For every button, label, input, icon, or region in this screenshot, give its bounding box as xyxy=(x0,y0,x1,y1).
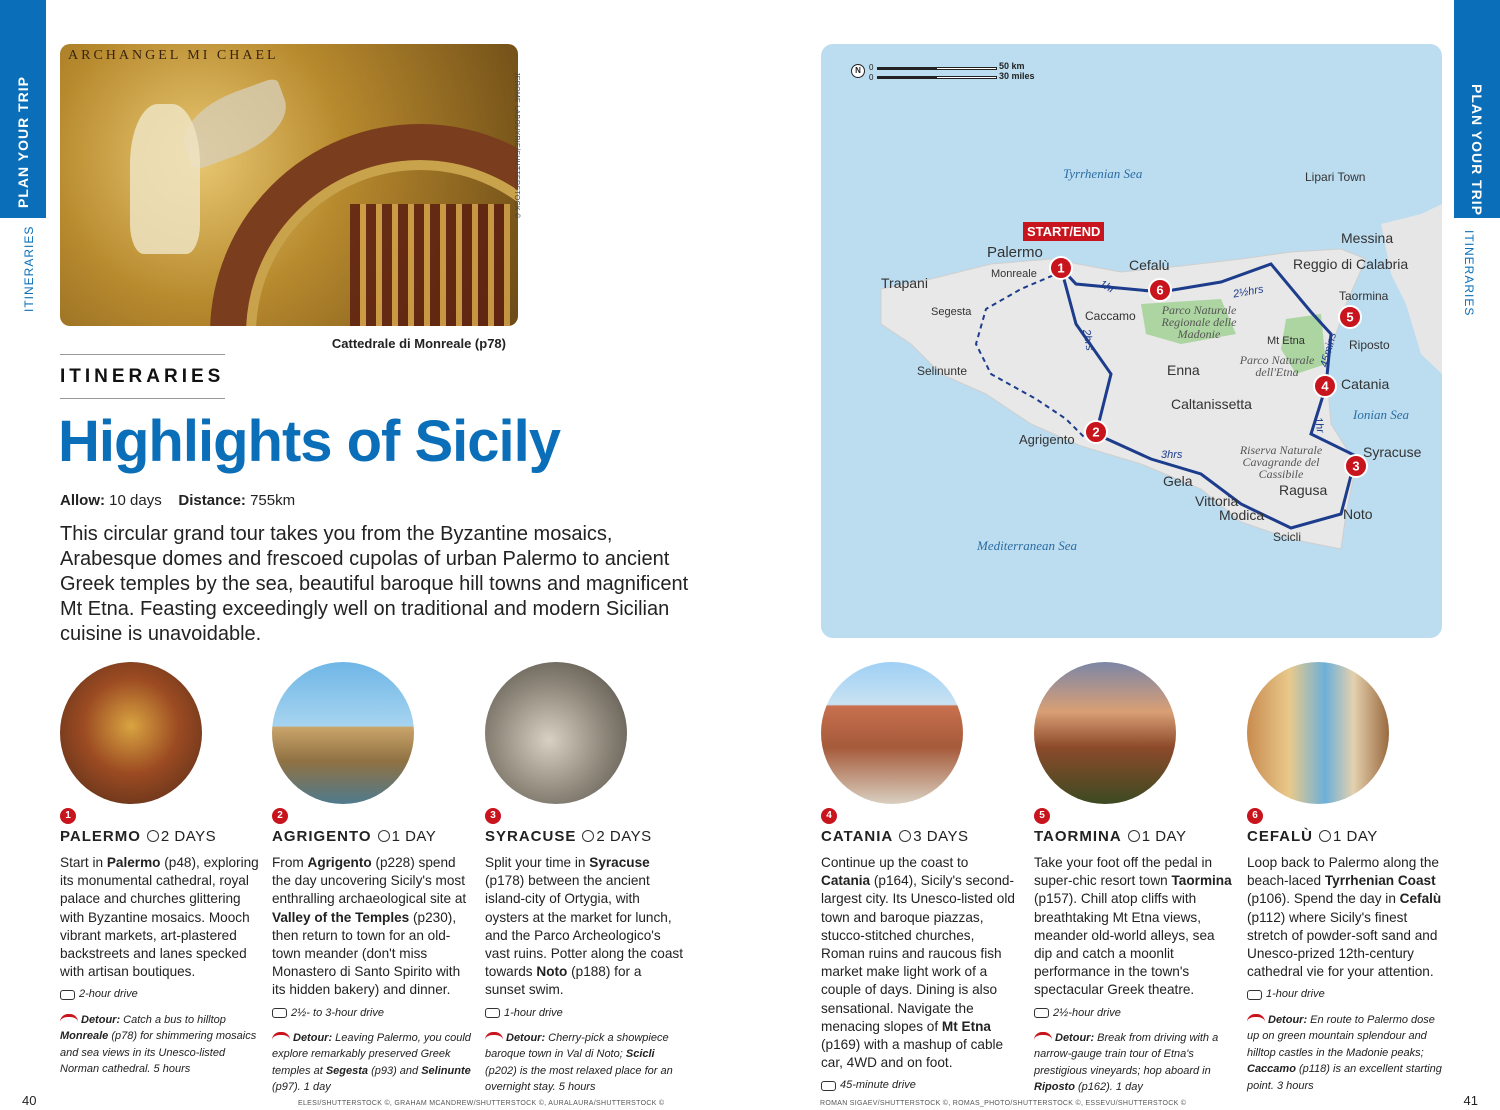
bold-term: Tyrrhenian Coast xyxy=(1324,873,1436,889)
detour-label: Detour: xyxy=(506,1031,549,1044)
text-run: (p48), exploring its monumental cathedral, royal palace and churches glittering with Byzantine mosaics. Mooch vibrant markets, art-plastered backstreets and lanes specked with artisan boutiques. xyxy=(60,855,259,980)
map-leg-time: 3hrs xyxy=(1161,449,1183,461)
detour-label: Detour: xyxy=(293,1031,336,1044)
text-run: (p97). xyxy=(272,1081,304,1094)
section-label: ITINERARIES xyxy=(22,225,36,312)
text-run: (p188) for a sunset swim. xyxy=(485,964,642,998)
scale-mi: 30 miles xyxy=(999,71,1035,81)
stop-photo xyxy=(1034,662,1176,804)
bold-term: Mt Etna xyxy=(941,1018,991,1034)
map-place-label: Trapani xyxy=(881,275,928,291)
sicily-shape xyxy=(881,249,1366,549)
scale-km: 50 km xyxy=(999,61,1025,71)
trip-meta xyxy=(60,492,295,509)
drive-text: 2½- to 3-hour drive xyxy=(291,1006,384,1019)
bold-term: Riposto xyxy=(1034,1081,1075,1094)
detour-icon xyxy=(1034,1032,1052,1040)
drive-text: 45-minute drive xyxy=(840,1079,916,1092)
allow-value: 10 days xyxy=(109,492,162,509)
map-place-label: Reggio di Calabria xyxy=(1293,256,1409,272)
photo-credits-left: ELESI/SHUTTERSTOCK ©, GRAHAM MCANDREW/SHUTTERSTOCK ©, AURALAURA/SHUTTERSTOCK © xyxy=(298,1100,665,1107)
drive-text: 1-hour drive xyxy=(504,1006,563,1019)
map-place-label: Messina xyxy=(1341,230,1394,246)
stop-heading xyxy=(1034,828,1186,845)
text-run: (p202) is the most relaxed place for an overnight stay. xyxy=(485,1064,673,1094)
text-run: (p112) where Sicily's finest stretch of powder-soft sand and Unesco-prized 12th-century cathedral vie for your attention. xyxy=(1247,909,1438,980)
map-place-label: Riposto xyxy=(1349,338,1390,352)
photo-credit: JEROME LABOUYRIE/SHUTTERSTOCK © xyxy=(513,72,520,219)
text-run: 3 hours xyxy=(1276,1079,1314,1092)
map-leg-time: 1hr xyxy=(1097,277,1117,297)
stop-name: PALERMO xyxy=(60,828,141,845)
stop-heading xyxy=(60,828,216,845)
route-map xyxy=(821,44,1442,638)
map-leg-time: 45mins xyxy=(1318,331,1340,369)
side-tab-right xyxy=(1454,0,1500,218)
map-place-label: Ragusa xyxy=(1279,482,1328,498)
map-sea-label: Tyrrhenian Sea xyxy=(1063,166,1143,181)
map-place-label: Lipari Town xyxy=(1305,170,1366,184)
text-run: From xyxy=(272,855,308,870)
text-run: 1 day xyxy=(303,1081,331,1094)
mosaic-inscription: ARCHANGEL MI CHAEL xyxy=(68,48,279,63)
map-place-label: Modica xyxy=(1219,507,1265,523)
clock-icon xyxy=(147,830,159,842)
side-tab-label: PLAN YOUR TRIP xyxy=(1469,84,1485,216)
text-run: (p118) is an excellent starting point. xyxy=(1247,1063,1442,1092)
stop-photo xyxy=(272,662,414,804)
stop-heading xyxy=(1247,828,1378,845)
stop-number-badge: 6 xyxy=(1247,808,1263,824)
stop-number-badge: 3 xyxy=(485,808,501,824)
distance-value: 755km xyxy=(250,492,296,509)
detour-note xyxy=(60,1012,260,1078)
text-run: Leaving Palermo, you could explore remarkably preserved Greek temples at xyxy=(272,1031,471,1077)
start-end-badge: START/END xyxy=(1023,222,1104,241)
text-run: Continue up the coast to xyxy=(821,855,969,870)
map-place-label: Caccamo xyxy=(1085,309,1136,323)
bold-term: Noto xyxy=(536,964,568,980)
stop-duration: 2 DAYS xyxy=(160,828,217,845)
car-icon xyxy=(272,1008,287,1018)
detour-label: Detour: xyxy=(1055,1031,1098,1044)
bold-term: Cefalù xyxy=(1399,891,1442,907)
scale-bar-km xyxy=(877,67,997,70)
drive-time xyxy=(821,1076,1021,1094)
map-place-label: Caltanissetta xyxy=(1171,396,1252,412)
text-run: 5 hours xyxy=(558,1081,596,1094)
text-run: (p106). Spend the day in xyxy=(1247,891,1400,907)
text-run: 5 hours xyxy=(153,1063,191,1076)
detour-note xyxy=(1034,1030,1234,1096)
drive-time xyxy=(272,1004,472,1022)
drive-time xyxy=(1247,985,1447,1003)
scale-zero-mi: 0 xyxy=(869,73,874,82)
detour-label: Detour: xyxy=(81,1013,124,1026)
stop-description xyxy=(485,854,685,1096)
bold-term: Caccamo xyxy=(1247,1063,1296,1076)
stop-description xyxy=(821,854,1021,1095)
map-park-label: Parco Naturale Regionale delle Madonie xyxy=(1161,303,1237,341)
map-leg-time: 2hrs xyxy=(1079,328,1096,352)
map-place-label: Palermo xyxy=(987,244,1043,261)
stop-photo xyxy=(60,662,202,804)
detour-note xyxy=(485,1030,685,1096)
north-arrow-icon: N xyxy=(851,64,865,78)
car-icon xyxy=(1034,1008,1049,1018)
detour-icon xyxy=(272,1032,290,1040)
stop-number-badge: 4 xyxy=(821,808,837,824)
intro-paragraph: This circular grand tour takes you from the Byzantine mosaics, Arabesque domes and frescoed cupolas of urban Palermo to ancient Greek temples by the sea, beautiful baroque hill towns and magnificent Mt Etna. Feasting exceedingly well on traditional and modern Sicilian cuisine is unavoidable. xyxy=(60,523,689,645)
stop-name: CATANIA xyxy=(821,828,894,845)
itinerary-stop xyxy=(272,662,472,1094)
bold-term: Valley of the Temples xyxy=(272,909,410,925)
detour-label: Detour: xyxy=(1268,1013,1311,1026)
stop-name: AGRIGENTO xyxy=(272,828,372,845)
map-place-label: Vittoria xyxy=(1195,493,1239,509)
page-number-left: 40 xyxy=(22,1093,37,1108)
map-park-label: Parco Naturale dell'Etna xyxy=(1239,353,1315,379)
map-stop-number: 6 xyxy=(1156,282,1164,298)
stop-duration: 1 DAY xyxy=(391,828,437,845)
photo-caption: Cattedrale di Monreale (p78) xyxy=(331,336,506,351)
drive-time xyxy=(60,985,260,1003)
clock-icon xyxy=(1128,830,1140,842)
clock-icon xyxy=(582,830,594,842)
stop-photo xyxy=(485,662,627,804)
side-tab-left xyxy=(0,0,46,218)
map-leg-time: 1hr xyxy=(1311,416,1327,434)
map-place-label: Segesta xyxy=(931,306,972,318)
drive-time xyxy=(1034,1004,1234,1022)
section-label: ITINERARIES xyxy=(1462,230,1476,317)
stop-duration: 1 DAY xyxy=(1333,828,1378,845)
detour-icon xyxy=(1247,1014,1265,1022)
clock-icon xyxy=(899,830,911,842)
map-stop-number: 5 xyxy=(1346,309,1354,325)
stop-duration: 1 DAY xyxy=(1141,828,1187,845)
map-sea-label: Mediterranean Sea xyxy=(977,538,1078,553)
text-run: Cherry-pick a showpiece baroque town in Val di Noto; xyxy=(485,1031,669,1061)
text-run: Start in xyxy=(60,855,107,870)
map-place-label: Selinunte xyxy=(917,364,968,378)
stop-name: TAORMINA xyxy=(1034,828,1122,845)
text-run: (p93) and xyxy=(368,1064,422,1077)
text-run: (p162). xyxy=(1074,1081,1116,1094)
itinerary-stop xyxy=(1247,662,1447,1092)
map-place-label: Agrigento xyxy=(1019,432,1075,447)
bold-term: Monreale xyxy=(60,1030,109,1043)
stop-number-badge: 5 xyxy=(1034,808,1050,824)
map-place-label: Taormina xyxy=(1339,289,1389,303)
stop-number-badge: 2 xyxy=(272,808,288,824)
map-leg-time: 2½hrs xyxy=(1232,283,1265,301)
page-number-right: 41 xyxy=(1463,1093,1478,1108)
stop-text xyxy=(485,854,685,1000)
divider xyxy=(60,354,225,355)
clock-icon xyxy=(1319,830,1331,842)
car-icon xyxy=(60,990,75,1000)
scale-bar-mi xyxy=(877,76,997,79)
map-stop-number: 2 xyxy=(1092,424,1100,440)
text-run: (p178) between the ancient island-city of Ortygia, with oysters at the market for lunch, and the Parco Archeologico's vast ruins. Potter along the coast towards xyxy=(485,873,683,980)
angel-figure xyxy=(130,104,200,254)
stop-name: SYRACUSE xyxy=(485,828,577,845)
drive-text: 2-hour drive xyxy=(79,988,138,1001)
car-icon xyxy=(1247,990,1262,1000)
map-sea-label: Ionian Sea xyxy=(1353,407,1409,422)
text-run: Catch a bus to hilltop xyxy=(123,1013,226,1026)
drive-time xyxy=(485,1004,685,1022)
stop-description xyxy=(60,854,260,1078)
map-place-label: Gela xyxy=(1163,473,1193,489)
stop-heading xyxy=(485,828,652,845)
clock-icon xyxy=(378,830,390,842)
map-place-label: Mt Etna xyxy=(1267,335,1305,347)
map-place-label: Monreale xyxy=(991,268,1037,280)
text-run: Split your time in xyxy=(485,855,590,870)
map-place-label: Catania xyxy=(1341,376,1390,392)
side-tab-label: PLAN YOUR TRIP xyxy=(15,76,31,208)
stop-duration: 3 DAYS xyxy=(913,828,969,845)
map-park-label: Riserva Naturale Cavagrande del Cassibile xyxy=(1239,443,1323,481)
stop-description xyxy=(1247,854,1447,1094)
bold-term: Taormina xyxy=(1171,873,1232,889)
detour-note xyxy=(1247,1012,1447,1095)
stop-description xyxy=(1034,854,1234,1096)
text-run: (p157). Chill atop cliffs with breathtaking Mt Etna views, meander old-world alleys, sea dip and catch a moonlit performance in the town's spectacular Greek theatre. xyxy=(1034,891,1215,998)
scale-zero-km: 0 xyxy=(869,63,874,72)
stop-photo xyxy=(1247,662,1389,804)
detour-note xyxy=(272,1030,472,1096)
page-title: Highlights of Sicily xyxy=(58,409,561,474)
drive-text: 2½-hour drive xyxy=(1053,1006,1121,1019)
allow-label: Allow: xyxy=(60,492,105,509)
map-stop-number: 3 xyxy=(1352,458,1360,474)
stop-number-badge: 1 xyxy=(60,808,76,824)
text-run: En route to Palermo dose up on green mountain splendour and hilltop castles in the Madonie peaks; xyxy=(1247,1013,1435,1059)
map-place-label: Enna xyxy=(1167,362,1200,378)
bold-term: Catania xyxy=(821,873,871,889)
map-place-label: Scicli xyxy=(1273,530,1302,544)
map-place-label: Syracuse xyxy=(1363,444,1422,460)
bold-term: Palermo xyxy=(106,855,161,870)
distance-label: Distance: xyxy=(178,492,246,509)
stop-description xyxy=(272,854,472,1096)
mosaic-columns xyxy=(350,204,510,326)
detour-icon xyxy=(60,1014,78,1022)
map-place-label: Cefalù xyxy=(1129,257,1170,273)
itinerary-stop xyxy=(60,662,260,1076)
bold-term: Scicli xyxy=(625,1048,655,1061)
bold-term: Selinunte xyxy=(421,1064,471,1077)
stop-name: CEFALÙ xyxy=(1247,828,1313,845)
map-stop-number: 4 xyxy=(1321,378,1329,394)
divider xyxy=(60,398,225,399)
car-icon xyxy=(485,1008,500,1018)
bold-term: Syracuse xyxy=(589,855,650,870)
car-icon xyxy=(821,1081,836,1091)
stop-text xyxy=(60,854,260,981)
text-run: (p169) with a mashup of cable car, 4WD and on foot. xyxy=(821,1037,1004,1071)
stop-duration: 2 DAYS xyxy=(596,828,652,845)
text-run: (p228) spend the day uncovering Sicily's most enthralling archaeological site at xyxy=(272,855,467,907)
stop-text xyxy=(1034,854,1234,1000)
drive-text: 1-hour drive xyxy=(1266,988,1325,1001)
itinerary-stop xyxy=(1034,662,1234,1094)
text-run: Loop back to Palermo along the beach-laced xyxy=(1247,855,1439,889)
text-run: Take your foot off the pedal in super-chic resort town xyxy=(1034,855,1213,889)
stop-text xyxy=(821,854,1021,1072)
detour-icon xyxy=(485,1032,503,1040)
itinerary-stop xyxy=(821,662,1021,1092)
text-run: Break from driving with a narrow-gauge train tour of Etna's prestigious vineyards; hop aboard in xyxy=(1034,1031,1219,1077)
hero-photo-monreale xyxy=(60,44,518,326)
text-run: (p164), Sicily's second-largest city. Its Unesco-listed old town and baroque piazzas, stucco-stitched churches, Roman ruins and raucous fish market make light work of a couple of days. Dining is also sensational. Navigate the menacing slopes of xyxy=(821,873,1015,1034)
stop-heading xyxy=(821,828,969,845)
map-stop-number: 1 xyxy=(1057,260,1065,276)
bold-term: Agrigento xyxy=(307,855,372,870)
stop-text xyxy=(272,854,472,1000)
itinerary-stop xyxy=(485,662,685,1094)
section-kicker: ITINERARIES xyxy=(60,366,225,387)
text-run: (p230), then return to town for an old-town meander (don't miss Monastero di Santo Spirito with its hidden bakery) and dinner. xyxy=(272,909,461,998)
text-run: (p78) for shimmering mosaics and sea views in its Unesco-listed Norman cathedral. xyxy=(60,1030,257,1076)
map-place-label: Noto xyxy=(1343,506,1373,522)
stop-heading xyxy=(272,828,436,845)
photo-credits-right: ROMAN SIGAEV/SHUTTERSTOCK ©, ROMAS_PHOTO/SHUTTERSTOCK ©, ESSEVU/SHUTTERSTOCK © xyxy=(820,1100,1187,1107)
stop-photo xyxy=(821,662,963,804)
bold-term: Segesta xyxy=(325,1064,369,1077)
text-run: 1 day xyxy=(1115,1081,1143,1094)
stop-text xyxy=(1247,854,1447,981)
